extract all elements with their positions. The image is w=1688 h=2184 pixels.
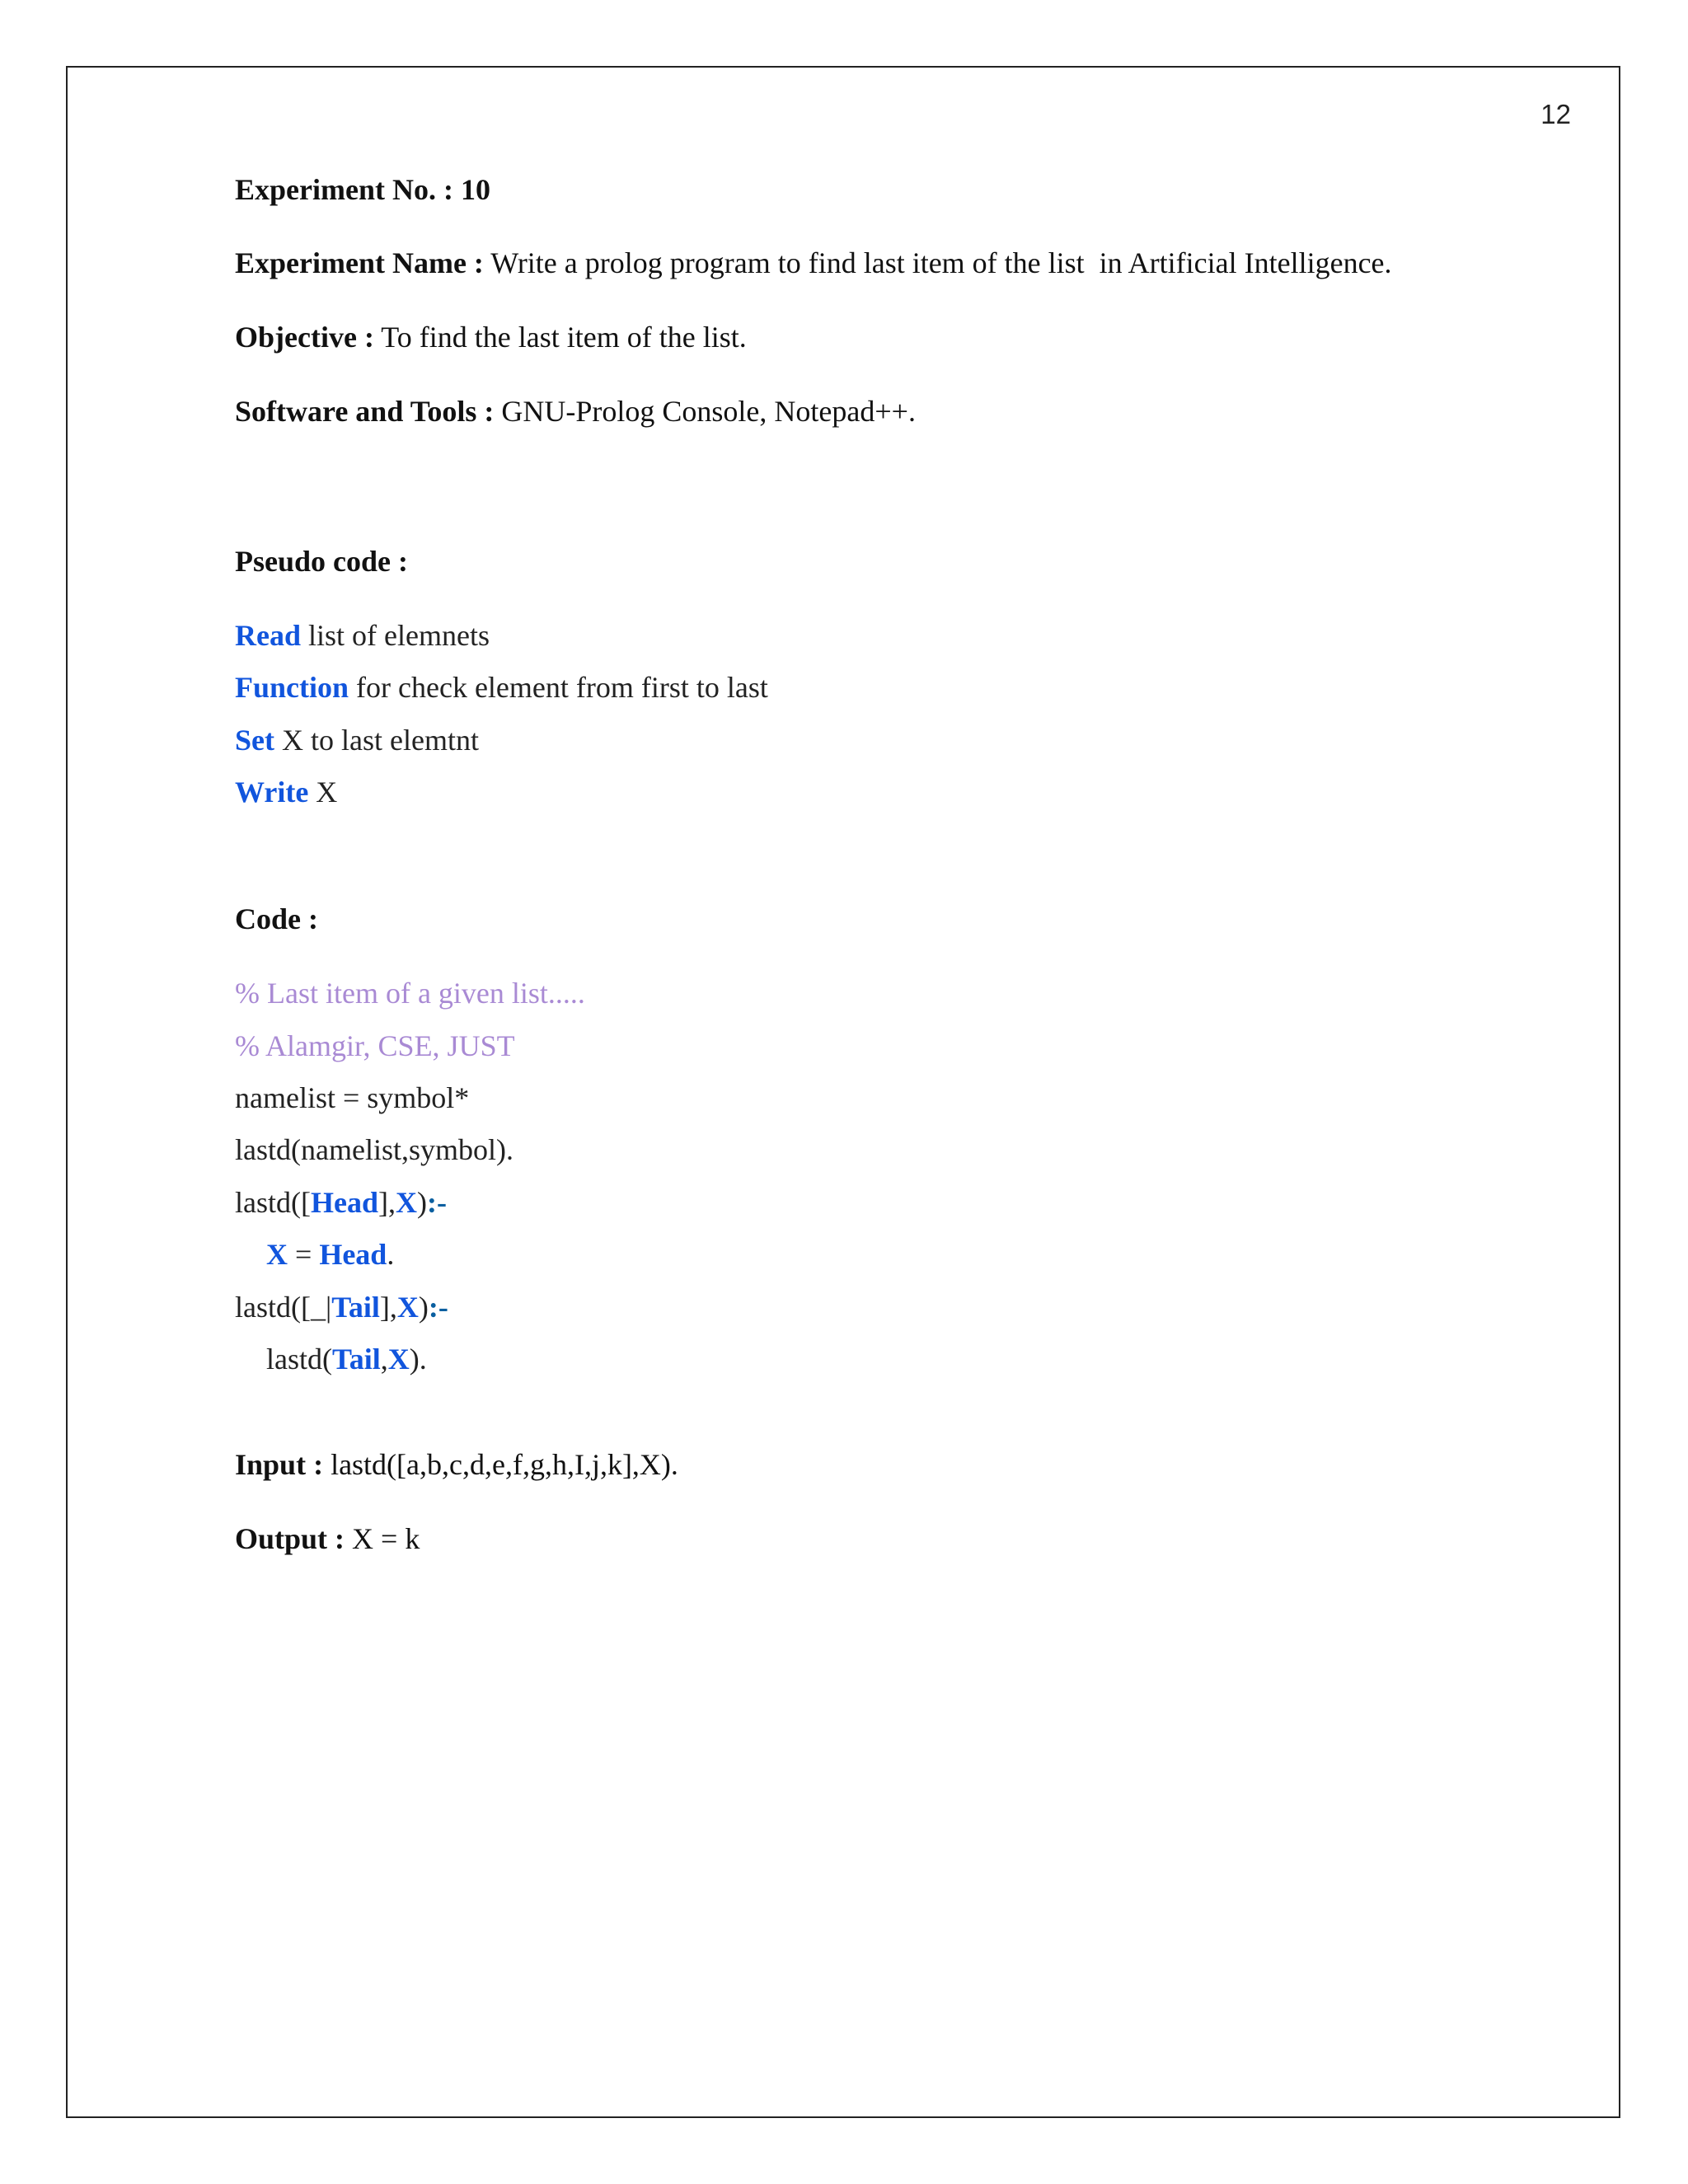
objective	[235, 319, 747, 355]
code-token: ],	[377, 1186, 396, 1219]
code-operator: :-	[426, 1186, 447, 1219]
experiment-no	[235, 171, 490, 208]
input-line	[235, 1446, 678, 1483]
code-heading: Code :	[235, 902, 318, 935]
experiment-name-value: Write a prolog program to find last item of the list in Artificial Intelligence.	[490, 246, 1392, 279]
code-operator: :-	[428, 1291, 448, 1324]
experiment-name-label: Experiment Name :	[235, 246, 484, 279]
code-token: lastd([_|	[235, 1291, 332, 1324]
code-variable: X	[266, 1238, 288, 1271]
code-token: ).	[409, 1343, 427, 1376]
code-variable: X	[396, 1291, 419, 1324]
pseudo-line	[235, 722, 479, 758]
code-variable: X	[387, 1343, 410, 1376]
code-token: )	[418, 1291, 429, 1324]
pseudo-text: for check element from first to last	[356, 671, 768, 704]
pseudo-line	[235, 669, 768, 705]
code-line	[235, 1236, 394, 1272]
input-label: Input :	[235, 1448, 324, 1481]
code-variable: Tail	[331, 1291, 380, 1324]
page-number: 12	[1540, 99, 1571, 129]
code-token: lastd(	[266, 1343, 332, 1376]
pseudo-keyword: Set	[235, 724, 274, 757]
tools-label: Software and Tools :	[235, 395, 495, 428]
code-line: lastd(namelist,symbol).	[235, 1133, 513, 1166]
pseudo-line	[235, 774, 337, 810]
pseudo-keyword: Function	[235, 671, 349, 704]
experiment-name	[235, 245, 1392, 281]
code-line	[235, 1341, 427, 1377]
code-variable: Tail	[331, 1343, 381, 1376]
code-line	[235, 1184, 447, 1221]
code-comment: % Alamgir, CSE, JUST	[235, 1029, 515, 1062]
input-value: lastd([a,b,c,d,e,f,g,h,I,j,k],X).	[331, 1448, 678, 1481]
pseudo-line	[235, 617, 490, 654]
pseudo-text: X to last elemtnt	[282, 724, 479, 757]
code-variable: Head	[319, 1238, 387, 1271]
objective-label: Objective :	[235, 321, 374, 354]
experiment-no-value: 10	[460, 173, 490, 206]
code-line	[235, 1289, 448, 1325]
code-variable: X	[395, 1186, 417, 1219]
code-token: lastd([	[235, 1186, 311, 1219]
code-token: .	[387, 1238, 395, 1271]
pseudo-keyword: Read	[235, 619, 301, 652]
pseudo-text: list of elemnets	[308, 619, 490, 652]
experiment-no-label: Experiment No. :	[235, 173, 453, 206]
objective-value: To find the last item of the list.	[381, 321, 747, 354]
code-token: ,	[380, 1343, 388, 1376]
software-tools	[235, 393, 916, 429]
pseudo-text: X	[316, 776, 338, 808]
output-line	[235, 1521, 420, 1557]
output-label: Output :	[235, 1522, 345, 1555]
code-token: )	[416, 1186, 427, 1219]
code-line: namelist = symbol*	[235, 1081, 470, 1114]
tools-value: GNU-Prolog Console, Notepad++.	[501, 395, 916, 428]
output-value: X = k	[352, 1522, 420, 1555]
code-token: =	[288, 1238, 320, 1271]
pseudo-keyword: Write	[235, 776, 309, 808]
code-variable: Head	[310, 1186, 378, 1219]
pseudo-code-heading: Pseudo code :	[235, 545, 408, 578]
code-token: ],	[379, 1291, 397, 1324]
code-comment: % Last item of a given list.....	[235, 977, 585, 1010]
